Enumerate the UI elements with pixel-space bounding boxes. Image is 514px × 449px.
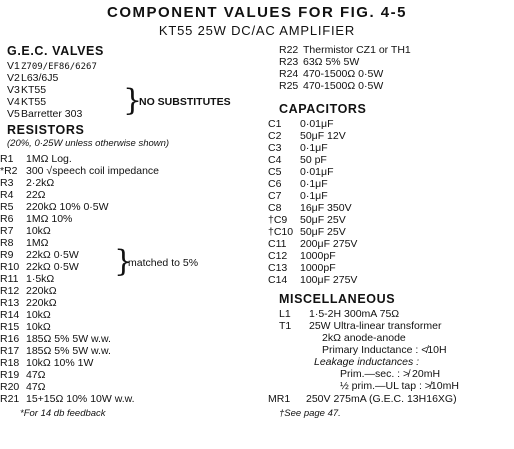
list-item bbox=[268, 238, 357, 250]
item-value: 50μF 25V bbox=[300, 214, 346, 226]
list-item bbox=[0, 213, 72, 225]
list-item bbox=[268, 166, 333, 178]
item-value: 0·01μF bbox=[300, 166, 334, 178]
misc-mr1 bbox=[268, 393, 457, 405]
misc-t1-line: Primary Inductance : ≮10H bbox=[322, 344, 447, 356]
list-item bbox=[268, 118, 333, 130]
list-item bbox=[0, 333, 111, 345]
page-title: COMPONENT VALUES FOR FIG. 4-5 bbox=[107, 4, 407, 21]
item-ref: R21 bbox=[0, 393, 20, 405]
valves-heading: G.E.C. VALVES bbox=[7, 44, 104, 58]
item-value: 10kΩ bbox=[26, 225, 51, 237]
item-ref: R14 bbox=[0, 309, 20, 321]
item-value: 0·1μF bbox=[300, 178, 328, 190]
item-ref: C1 bbox=[268, 118, 282, 130]
misc-l1 bbox=[279, 308, 399, 320]
item-value: 63Ω 5% 5W bbox=[303, 56, 360, 68]
item-value: 0·1μF bbox=[300, 142, 328, 154]
item-ref: R23 bbox=[279, 56, 299, 68]
item-ref: R20 bbox=[0, 381, 20, 393]
item-value: L63/6J5 bbox=[21, 72, 59, 84]
item-value: 1000pF bbox=[300, 250, 336, 262]
item-value: 1·5kΩ bbox=[26, 273, 55, 285]
item-value: 220kΩ 10% 0·5W bbox=[26, 201, 109, 213]
item-ref: R17 bbox=[0, 345, 20, 357]
list-item bbox=[0, 357, 93, 369]
list-item bbox=[268, 250, 336, 262]
item-value: 10kΩ bbox=[26, 321, 51, 333]
misc-mr1-ref: MR1 bbox=[268, 393, 291, 405]
item-ref: C13 bbox=[268, 262, 288, 274]
item-ref: R7 bbox=[0, 225, 14, 237]
item-ref: R16 bbox=[0, 333, 20, 345]
item-ref: C8 bbox=[268, 202, 282, 214]
valves-brace: } bbox=[123, 83, 143, 118]
item-ref: C11 bbox=[268, 238, 287, 250]
item-value: 185Ω 5% 5W w.w. bbox=[26, 345, 111, 357]
misc-heading: MISCELLANEOUS bbox=[279, 292, 396, 306]
matched-note: matched to 5% bbox=[128, 257, 199, 269]
item-value: 1000pF bbox=[300, 262, 336, 274]
item-value: KT55 bbox=[21, 84, 47, 96]
page-subtitle: KT55 25W DC/AC AMPLIFIER bbox=[158, 23, 356, 38]
resistors-subnote: (20%, 0·25W unless otherwise shown) bbox=[7, 138, 170, 149]
item-value: 22kΩ 0·5W bbox=[26, 249, 79, 261]
list-item bbox=[7, 108, 82, 120]
misc-t1-ref: T1 bbox=[279, 320, 292, 332]
item-value: 1MΩ Log. bbox=[26, 153, 72, 165]
item-ref: R3 bbox=[0, 177, 14, 189]
item-value: 50 pF bbox=[300, 154, 327, 166]
resistors-heading: RESISTORS bbox=[7, 123, 85, 137]
item-value: 50μF 12V bbox=[300, 130, 346, 142]
list-item bbox=[0, 225, 51, 237]
item-value: KT55 bbox=[21, 96, 47, 108]
list-item bbox=[0, 393, 135, 405]
misc-t1-line: 2kΩ anode-anode bbox=[322, 332, 406, 344]
item-ref: *R2 bbox=[0, 165, 18, 177]
item-ref: R12 bbox=[0, 285, 20, 297]
list-item bbox=[268, 154, 327, 166]
item-value: 10kΩ 10% 1W bbox=[26, 357, 94, 369]
item-ref: V3 bbox=[7, 84, 20, 96]
list-item bbox=[268, 214, 346, 226]
list-item bbox=[0, 297, 57, 309]
list-item bbox=[268, 130, 346, 142]
item-value: 1MΩ 10% bbox=[26, 213, 73, 225]
item-value: 50μF 25V bbox=[300, 226, 346, 238]
list-item bbox=[0, 321, 51, 333]
list-item bbox=[0, 345, 111, 357]
item-ref: R24 bbox=[279, 68, 299, 80]
item-ref: V5 bbox=[7, 108, 20, 120]
item-ref: R11 bbox=[0, 273, 19, 285]
list-item bbox=[279, 56, 359, 68]
item-ref: C2 bbox=[268, 130, 282, 142]
list-item bbox=[0, 189, 46, 201]
item-ref: R13 bbox=[0, 297, 20, 309]
item-ref: R6 bbox=[0, 213, 14, 225]
item-value: 300 √speech coil impedance bbox=[26, 165, 160, 177]
capacitors-heading: CAPACITORS bbox=[279, 102, 367, 116]
misc-leakage-line: Prim.—sec. : ≯ 20mH bbox=[340, 368, 441, 380]
misc-leakage-line: ½ prim.—UL tap : ≯10mH bbox=[340, 380, 459, 392]
list-item bbox=[268, 178, 328, 190]
list-item bbox=[7, 72, 58, 84]
item-ref: C7 bbox=[268, 190, 282, 202]
list-item bbox=[279, 80, 383, 92]
list-item bbox=[0, 381, 46, 393]
list-item bbox=[0, 309, 51, 321]
item-ref: C14 bbox=[268, 274, 288, 286]
list-item bbox=[0, 273, 54, 285]
item-value: 16μF 350V bbox=[300, 202, 352, 214]
item-ref: C6 bbox=[268, 178, 282, 190]
item-value: 47Ω bbox=[26, 381, 46, 393]
misc-t1-val: 25W Ultra-linear transformer bbox=[309, 320, 442, 332]
item-ref: C12 bbox=[268, 250, 288, 262]
item-value: 22kΩ 0·5W bbox=[26, 261, 79, 273]
list-item bbox=[268, 202, 352, 214]
item-ref: R5 bbox=[0, 201, 14, 213]
item-ref: C4 bbox=[268, 154, 282, 166]
list-item bbox=[7, 84, 46, 96]
list-item bbox=[0, 369, 46, 381]
item-value: 470-1500Ω 0·5W bbox=[303, 68, 384, 80]
item-value: Z709/EF86/6267 bbox=[21, 62, 97, 72]
item-ref: R4 bbox=[0, 189, 14, 201]
item-ref: †C10 bbox=[268, 226, 294, 238]
item-ref: R8 bbox=[0, 237, 14, 249]
item-value: 10kΩ bbox=[26, 309, 51, 321]
misc-l1-ref: L1 bbox=[279, 308, 291, 320]
list-item bbox=[279, 44, 411, 56]
list-item bbox=[0, 285, 57, 297]
item-value: 185Ω 5% 5W w.w. bbox=[26, 333, 111, 345]
list-item bbox=[268, 274, 357, 286]
item-value: Barretter 303 bbox=[21, 108, 83, 120]
list-item bbox=[268, 190, 328, 202]
item-value: 22Ω bbox=[26, 189, 46, 201]
item-value: 100μF 275V bbox=[300, 274, 358, 286]
item-ref: R19 bbox=[0, 369, 20, 381]
item-ref: R15 bbox=[0, 321, 20, 333]
misc-leakage-label: Leakage inductances : bbox=[314, 356, 420, 368]
item-value: 0·1μF bbox=[300, 190, 328, 202]
item-ref: R22 bbox=[279, 44, 299, 56]
item-value: 1MΩ bbox=[26, 237, 49, 249]
item-value: Thermistor CZ1 or TH1 bbox=[303, 44, 411, 56]
no-substitutes-note: NO SUBSTITUTES bbox=[139, 96, 231, 108]
item-ref: R25 bbox=[279, 80, 299, 92]
item-value: 2·2kΩ bbox=[26, 177, 55, 189]
misc-t1 bbox=[279, 320, 441, 332]
list-item bbox=[0, 153, 72, 165]
item-ref: R9 bbox=[0, 249, 14, 261]
item-value: 470-1500Ω 0·5W bbox=[303, 80, 384, 92]
misc-mr1-val: 250V 275mA (G.E.C. 13H16XG) bbox=[306, 393, 457, 405]
list-item bbox=[0, 237, 48, 249]
resistors-footnote: *For 14 db feedback bbox=[20, 408, 106, 419]
item-ref: R18 bbox=[0, 357, 20, 369]
list-item bbox=[0, 165, 159, 177]
list-item bbox=[7, 60, 97, 72]
list-item bbox=[0, 201, 109, 213]
list-item bbox=[268, 226, 346, 238]
item-ref: C3 bbox=[268, 142, 282, 154]
item-ref: V4 bbox=[7, 96, 20, 108]
item-value: 47Ω bbox=[26, 369, 46, 381]
item-ref: R10 bbox=[0, 261, 20, 273]
item-value: 220kΩ bbox=[26, 297, 57, 309]
item-value: 0·01μF bbox=[300, 118, 334, 130]
list-item bbox=[7, 96, 46, 108]
item-ref: V2 bbox=[7, 72, 20, 84]
misc-footnote: †See page 47. bbox=[279, 408, 341, 419]
misc-l1-val: 1·5-2H 300mA 75Ω bbox=[309, 308, 400, 320]
list-item bbox=[279, 68, 383, 80]
item-ref: R1 bbox=[0, 153, 14, 165]
list-item bbox=[0, 261, 79, 273]
list-item bbox=[0, 249, 79, 261]
item-value: 15+15Ω 10% 10W w.w. bbox=[26, 393, 135, 405]
list-item bbox=[0, 177, 54, 189]
item-value: 220kΩ bbox=[26, 285, 57, 297]
item-ref: C5 bbox=[268, 166, 282, 178]
list-item bbox=[268, 262, 336, 274]
item-ref: †C9 bbox=[268, 214, 288, 226]
item-ref: V1 bbox=[7, 60, 20, 72]
item-value: 200μF 275V bbox=[300, 238, 358, 250]
matched-brace: } bbox=[114, 244, 134, 279]
list-item bbox=[268, 142, 328, 154]
